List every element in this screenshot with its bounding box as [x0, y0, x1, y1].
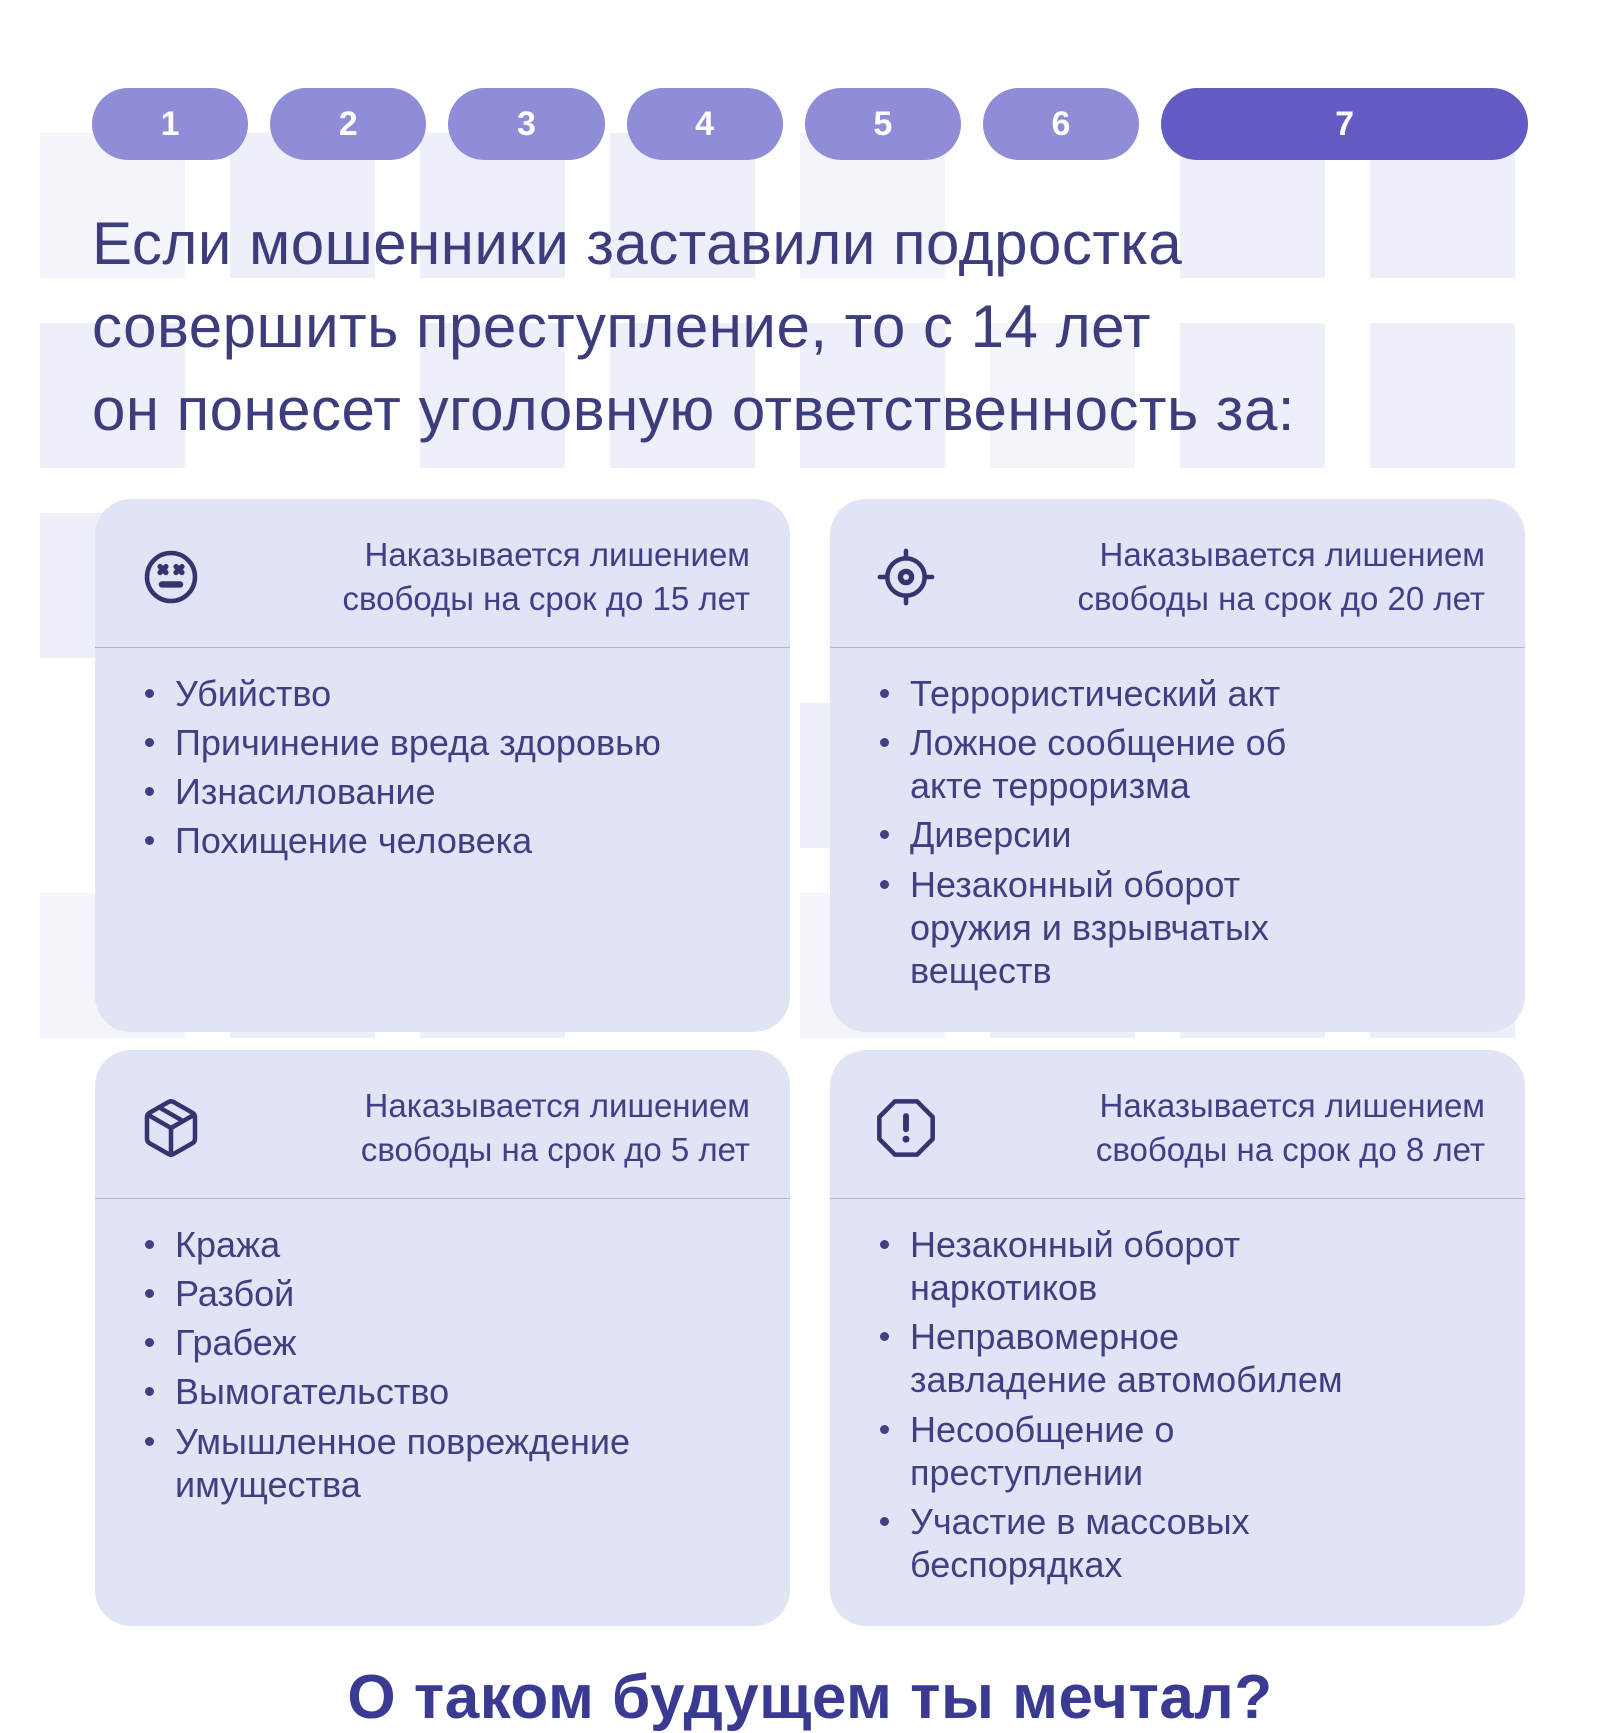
crimes-list	[830, 1199, 1525, 1627]
card-header	[95, 1050, 790, 1199]
list-item: Несообщение о преступлении	[874, 1408, 1374, 1494]
punishment-label: Наказывается лишением свободы на срок до 8 лет	[1095, 1087, 1485, 1168]
dead-face-icon	[139, 545, 203, 609]
list-item: Причинение вреда здоровью	[139, 721, 699, 764]
page-pill-7-active[interactable]: 7	[1161, 88, 1528, 160]
list-item: Убийство	[139, 672, 699, 715]
crimes-list	[830, 648, 1525, 1032]
page-pill-1[interactable]: 1	[92, 88, 248, 160]
list-item: Разбой	[139, 1272, 639, 1315]
title-line-2: совершить преступление, то с 14 лет	[92, 293, 1151, 360]
punishment-label: Наказывается лишением свободы на срок до 20 лет	[1077, 536, 1485, 617]
list-item: Изнасилование	[139, 770, 699, 813]
crimes-list	[95, 648, 790, 903]
list-item: Незаконный оборот наркотиков	[874, 1223, 1374, 1309]
card-header	[830, 499, 1525, 648]
list-item: Кража	[139, 1223, 639, 1266]
package-icon	[139, 1096, 203, 1160]
card-header	[95, 499, 790, 648]
list-item: Грабеж	[139, 1321, 639, 1364]
punishment-label: Наказывается лишением свободы на срок до 5 лет	[360, 1087, 750, 1168]
pagination	[92, 88, 1528, 160]
crimes-list	[95, 1199, 790, 1546]
page-pill-2[interactable]: 2	[270, 88, 426, 160]
title-line-1: Если мошенники заставили подростка	[92, 210, 1183, 277]
page-title	[92, 206, 1528, 447]
list-item: Участие в массовых беспорядках	[874, 1500, 1374, 1586]
list-item: Незаконный оборот оружия и взрывчатых веществ	[874, 863, 1344, 993]
page-pill-4[interactable]: 4	[627, 88, 783, 160]
page-pill-6[interactable]: 6	[983, 88, 1139, 160]
cards-grid	[95, 499, 1525, 1626]
list-item: Диверсии	[874, 813, 1344, 856]
card-header	[830, 1050, 1525, 1199]
card-up-to-5-years	[95, 1050, 790, 1626]
list-item: Террористический акт	[874, 672, 1344, 715]
page-pill-5[interactable]: 5	[805, 88, 961, 160]
target-icon	[874, 545, 938, 609]
card-up-to-15-years	[95, 499, 790, 1032]
page-pill-3[interactable]: 3	[448, 88, 604, 160]
card-up-to-20-years	[830, 499, 1525, 1032]
punishment-label: Наказывается лишением свободы на срок до 15 лет	[342, 536, 750, 617]
list-item: Неправомерное завладение автомобилем	[874, 1315, 1374, 1401]
list-item: Умышленное повреждение имущества	[139, 1420, 639, 1506]
list-item: Похищение человека	[139, 819, 699, 862]
warning-octagon-icon	[874, 1096, 938, 1160]
list-item: Ложное сообщение об акте терроризма	[874, 721, 1344, 807]
footer-question: О таком будущем ты мечтал?	[347, 1663, 1273, 1733]
title-line-3: он понесет уголовную ответственность за:	[92, 376, 1295, 443]
card-up-to-8-years	[830, 1050, 1525, 1626]
list-item: Вымогательство	[139, 1370, 639, 1413]
